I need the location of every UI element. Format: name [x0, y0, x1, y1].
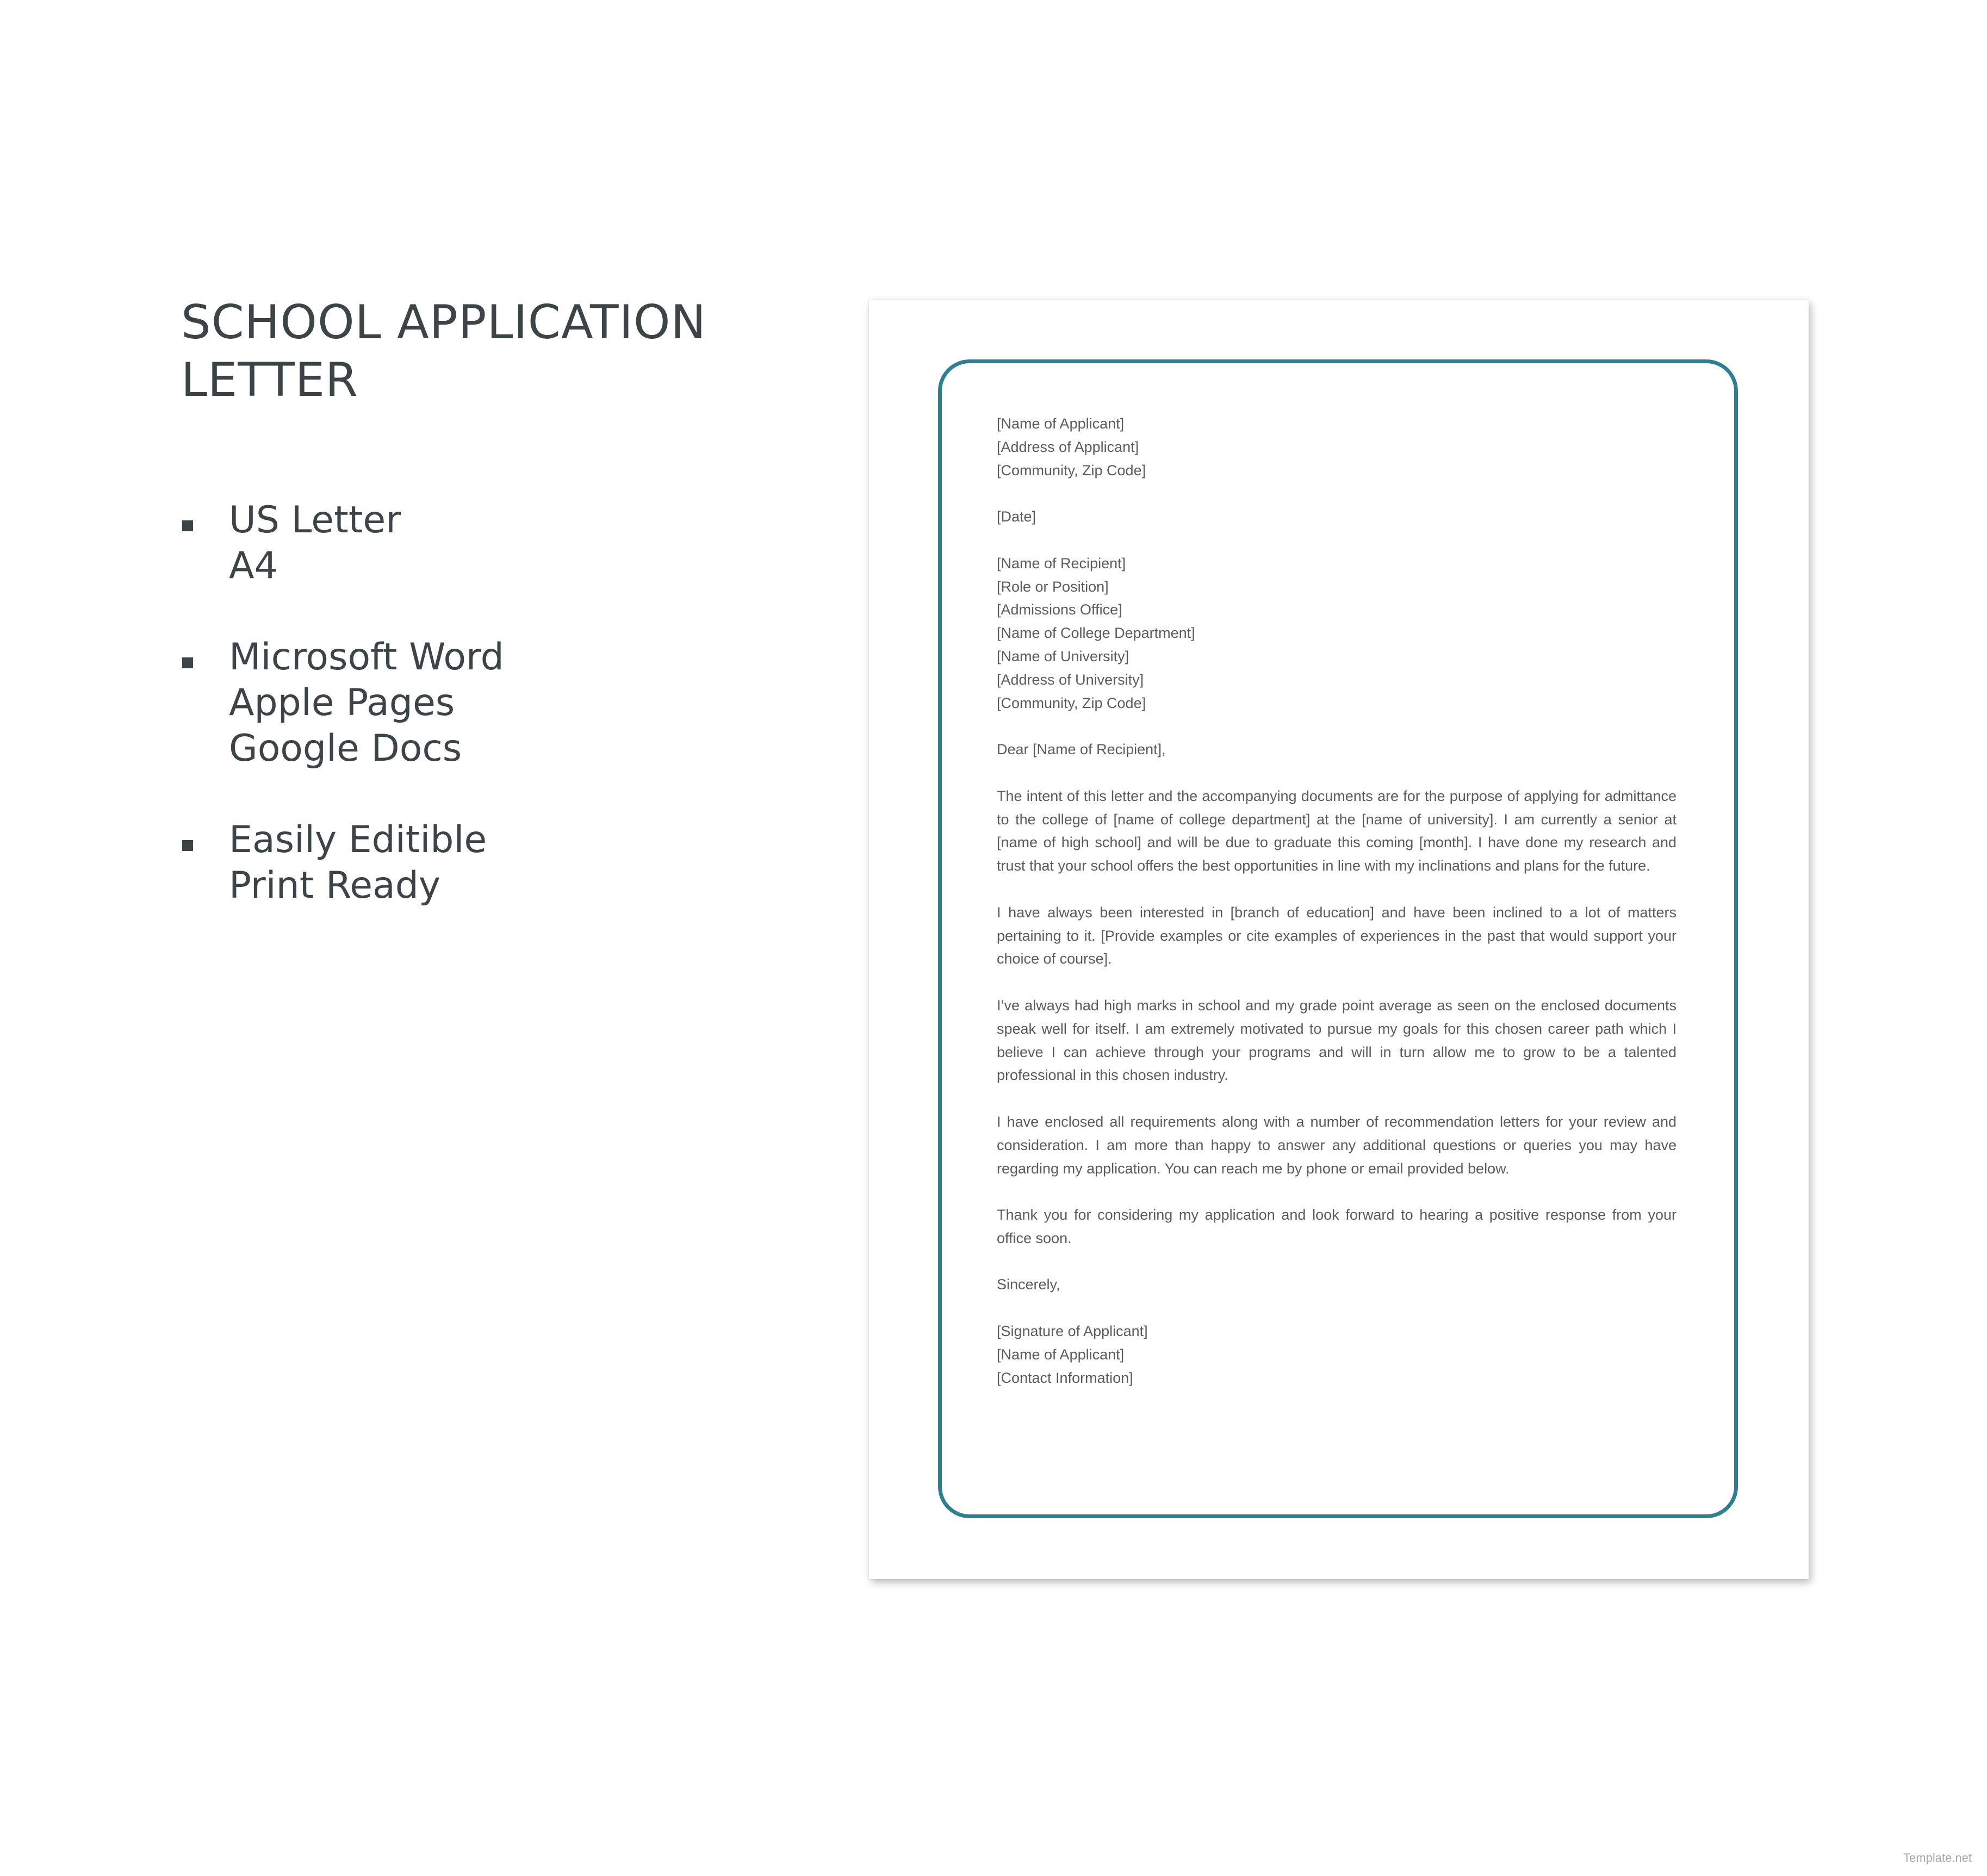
- recipient-office: [Admissions Office]: [997, 601, 1122, 618]
- body-paragraph: I’ve always had high marks in school and my grade point average as seen on the enclosed documents speak well for itself. I am extremely motivated to pursue my goals for this chosen career path which I believe I can achieve through your programs and will in turn allow me to grow to be a talented professional in this chosen industry.: [997, 997, 1676, 1084]
- salutation: Dear [Name of Recipient],: [997, 741, 1166, 758]
- sender-address: [Address of Applicant]: [997, 438, 1139, 455]
- letter-body: [997, 412, 1676, 1389]
- body-paragraph: I have enclosed all requirements along with a number of recommendation letters for your review and consideration. I am more than happy to answer any additional questions or queries you may have regarding my application. You can reach me by phone or email provided below.: [997, 1113, 1676, 1177]
- recipient-address: [Address of University]: [997, 671, 1144, 688]
- title-line-2: LETTER: [181, 353, 358, 407]
- letter-preview-page: [869, 300, 1809, 1579]
- feature-text: A4: [229, 544, 278, 587]
- recipient-community: [Community, Zip Code]: [997, 694, 1146, 711]
- feature-text: US Letter: [229, 499, 401, 542]
- watermark: Template.net: [1903, 1851, 1972, 1865]
- letter-date: [Date]: [997, 508, 1036, 525]
- square-bullet-icon: [182, 657, 193, 668]
- recipient-role: [Role or Position]: [997, 578, 1109, 595]
- title-line-1: SCHOOL APPLICATION: [181, 295, 706, 350]
- page-title: [181, 294, 779, 409]
- feature-text: Print Ready: [229, 864, 441, 907]
- feature-text: Microsoft Word: [229, 636, 504, 679]
- square-bullet-icon: [182, 840, 193, 851]
- closing: Sincerely,: [997, 1276, 1060, 1293]
- sender-name: [Name of Applicant]: [997, 415, 1125, 432]
- feature-text: Easily Editible: [229, 818, 487, 861]
- feature-text: Apple Pages: [229, 681, 455, 724]
- signature-contact: [Contact Information]: [997, 1369, 1133, 1386]
- body-paragraph: The intent of this letter and the accompanying documents are for the purpose of applying for admittance to the college of [name of college department] at the [name of university]. I am currently a senior at [name of high school] and will be due to graduate this coming [month]. I have done my research and trust that your school offers the best opportunities in line with my inclinations and plans for the future.: [997, 787, 1676, 874]
- sender-community: [Community, Zip Code]: [997, 462, 1146, 479]
- recipient-name: [Name of Recipient]: [997, 555, 1126, 572]
- body-paragraph: I have always been interested in [branch of education] and have been inclined to a lot of matters pertaining to it. [Provide examples or cite examples of experiences in the past that would support your choice of course].: [997, 904, 1676, 967]
- body-paragraph: Thank you for considering my application and look forward to hearing a positive response from your office soon.: [997, 1207, 1676, 1246]
- recipient-university: [Name of University]: [997, 648, 1129, 664]
- signature-name: [Name of Applicant]: [997, 1346, 1125, 1363]
- feature-text: Google Docs: [229, 727, 462, 770]
- recipient-department: [Name of College Department]: [997, 625, 1195, 642]
- square-bullet-icon: [182, 520, 193, 531]
- signature-placeholder: [Signature of Applicant]: [997, 1323, 1148, 1340]
